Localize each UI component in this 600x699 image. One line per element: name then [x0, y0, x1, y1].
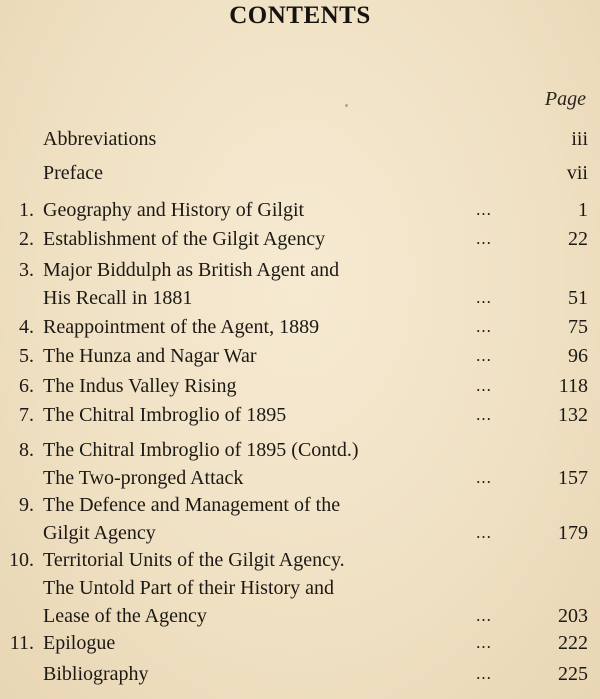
- entry-title-line: Territorial Units of the Gilgit Agency.: [43, 549, 345, 571]
- ink-speck: [345, 104, 348, 107]
- leader-dots: ...: [476, 317, 492, 336]
- entry-title-line: Lease of the Agency: [43, 605, 207, 627]
- entry-number: 9.: [19, 494, 34, 516]
- entry-page-number: 1: [578, 199, 588, 221]
- entry-page-number: 225: [558, 663, 588, 685]
- entry-title-line: Establishment of the Gilgit Agency: [43, 228, 326, 250]
- entry-title-line: The Chitral Imbroglio of 1895: [43, 404, 287, 426]
- leader-dots: ...: [476, 288, 492, 307]
- entry-title-line: His Recall in 1881: [43, 287, 193, 309]
- entry-page-number: 179: [558, 522, 588, 544]
- entry-title: [43, 546, 463, 630]
- entry-title-line: The Two-pronged Attack: [43, 467, 244, 489]
- entry-page-number: 222: [558, 632, 588, 654]
- entry-title-line: The Untold Part of their History and: [43, 577, 335, 599]
- leader-dots: ...: [476, 468, 492, 487]
- entry-title-line: Reappointment of the Agent, 1889: [43, 316, 320, 338]
- entry-title-line: The Defence and Management of the: [43, 494, 341, 516]
- leader-dots: ...: [476, 229, 492, 248]
- entry-title: [43, 125, 463, 153]
- entry-title: [43, 196, 463, 224]
- entry-page-number: 51: [568, 287, 588, 309]
- entry-title-line: Geography and History of Gilgit: [43, 199, 305, 221]
- entry-page-number: 157: [558, 467, 588, 489]
- entry-page-number: 132: [558, 404, 588, 426]
- entry-title: [43, 159, 463, 187]
- page-title: CONTENTS: [229, 2, 371, 29]
- leader-dots: ...: [476, 376, 492, 395]
- entry-title-line: The Hunza and Nagar War: [43, 345, 257, 367]
- entry-page-number: 96: [568, 345, 588, 367]
- entry-number: 4.: [19, 316, 34, 338]
- entry-number: 6.: [19, 375, 34, 397]
- entry-page-number: iii: [571, 128, 588, 150]
- entry-title-line: Preface: [43, 162, 103, 184]
- page-column-label: Page: [544, 88, 586, 110]
- entry-number: 7.: [19, 404, 34, 426]
- entry-title-line: Abbreviations: [43, 128, 157, 150]
- entry-title-line: The Chitral Imbroglio of 1895 (Contd.): [43, 439, 359, 461]
- entry-page-number: 203: [558, 605, 588, 627]
- entry-title: [43, 256, 463, 312]
- entry-page-number: 118: [558, 375, 588, 397]
- entry-number: 5.: [19, 345, 34, 367]
- entry-title: [43, 225, 463, 253]
- entry-title-line: Gilgit Agency: [43, 522, 156, 544]
- entry-title: [43, 372, 463, 400]
- entry-title: [43, 660, 463, 688]
- leader-dots: ...: [476, 405, 492, 424]
- leader-dots: ...: [476, 606, 492, 625]
- entry-title: [43, 342, 463, 370]
- entry-number: 2.: [19, 228, 34, 250]
- entry-title: [43, 436, 463, 492]
- entry-title: [43, 629, 463, 657]
- entry-title: [43, 313, 463, 341]
- leader-dots: ...: [476, 633, 492, 652]
- entry-number: 10.: [9, 549, 34, 571]
- entry-title-line: Epilogue: [43, 632, 116, 654]
- entry-page-number: 22: [568, 228, 588, 250]
- leader-dots: ...: [476, 200, 492, 219]
- entry-number: 1.: [19, 199, 34, 221]
- leader-dots: ...: [476, 346, 492, 365]
- entry-number: 3.: [19, 259, 34, 281]
- entry-title-line: Major Biddulph as British Agent and: [43, 259, 340, 281]
- entry-title-line: The Indus Valley Rising: [43, 375, 237, 397]
- entry-title-line: Bibliography: [43, 663, 149, 685]
- entry-page-number: 75: [568, 316, 588, 338]
- leader-dots: ...: [476, 523, 492, 542]
- entry-title: [43, 491, 463, 547]
- entry-number: 11.: [9, 632, 34, 654]
- entry-page-number: vii: [566, 162, 588, 184]
- leader-dots: ...: [476, 664, 492, 683]
- entry-number: 8.: [19, 439, 34, 461]
- entry-title: [43, 401, 463, 429]
